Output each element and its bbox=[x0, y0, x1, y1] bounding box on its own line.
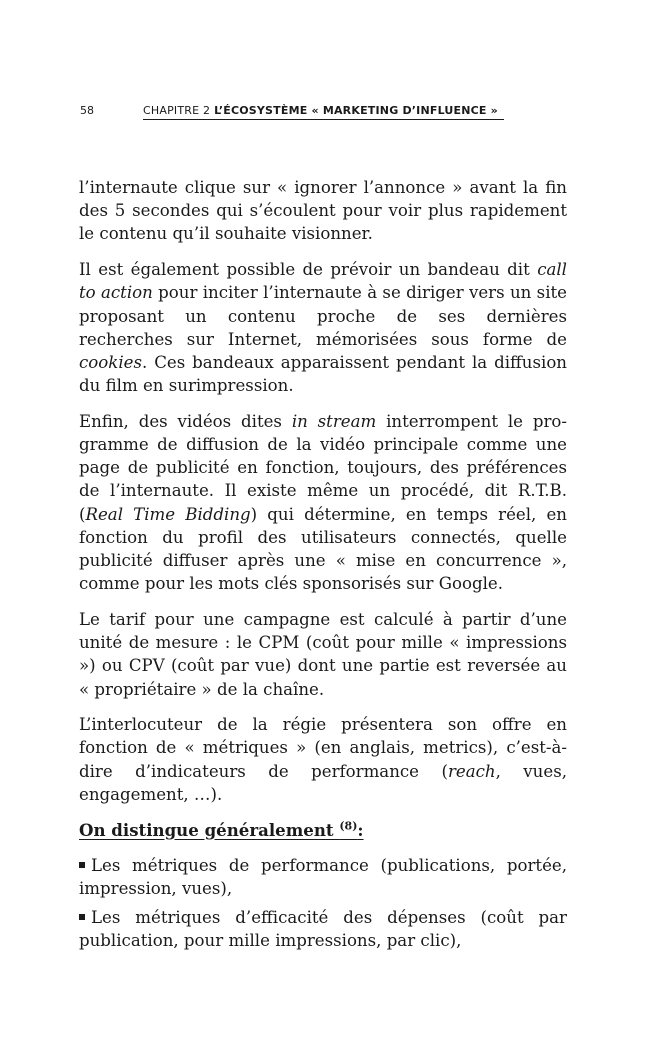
list-item bbox=[79, 854, 567, 900]
paragraph-5-italic-reach: reach bbox=[447, 761, 496, 781]
paragraph-3-italic-in-stream: in stream bbox=[291, 411, 377, 431]
paragraph-2-text-a: Il est également possible de prévoir un bandeau dit bbox=[79, 260, 538, 280]
list-item-text: Les métriques d’efficacité des dépenses (coût par publication, pour mille impressions, par clic), bbox=[79, 907, 567, 950]
paragraph-5 bbox=[79, 713, 567, 806]
paragraph-1: l’internaute clique sur « ignorer l’annonce » avant la fin des 5 secondes qui s’écoulent pour voir plus rapidement le contenu qu’il souhaite visionner. bbox=[79, 178, 567, 244]
metrics-list bbox=[79, 854, 567, 952]
section-heading-colon: : bbox=[357, 819, 364, 840]
square-bullet-icon bbox=[79, 914, 85, 920]
paragraph-3-text-a: Enfin, des vidéos dites bbox=[79, 411, 292, 431]
list-item bbox=[79, 906, 567, 952]
list-item-text: Les métriques de performance (publications, portée, impression, vues), bbox=[79, 856, 567, 899]
paragraph-5-text-b: , vues, engagement, …). bbox=[79, 761, 567, 804]
paragraph-5-text-a: L’interlocuteur de la régie présentera son offre en fonction de « métriques » (en anglais, metrics), c’est-à-dire d’indicateurs de performance ( bbox=[79, 715, 567, 781]
paragraph-2-text-b: pour inciter l’internaute à se diriger vers un site proposant un contenu proche de ses dernières recherches sur Internet, mémorisées sous forme de bbox=[79, 283, 567, 349]
footnote-reference[interactable]: (8) bbox=[339, 819, 358, 833]
paragraph-2-italic-cookies: cookies bbox=[79, 352, 142, 372]
paragraph-3-italic-rtb: Real Time Bidding bbox=[85, 504, 251, 524]
paragraph-4: Le tarif pour une campagne est calculé à partir d’une unité de mesure : le CPM (coût pour mille « impressions ») ou CPV (coût par vue) dont une partie est reversée au « propriétaire » de la chaîne. bbox=[79, 609, 567, 699]
chapter-title: L’ÉCOSYSTÈME « MARKETING D’INFLUENCE » bbox=[214, 104, 498, 117]
paragraph-3-text-c: ) qui détermine, en temps réel, en fonction du profil des utilisateurs connectés, quelle publicité diffuser après une « mise en concurrence », comme pour les mots clés sponsorisés sur Google. bbox=[79, 504, 567, 594]
body-text bbox=[79, 176, 567, 957]
paragraph-2 bbox=[79, 258, 567, 397]
section-heading bbox=[79, 819, 567, 842]
page-number: 58 bbox=[80, 104, 94, 117]
chapter-header bbox=[143, 104, 504, 120]
square-bullet-icon bbox=[79, 862, 85, 868]
paragraph-3 bbox=[79, 410, 567, 596]
chapter-label: CHAPITRE 2 bbox=[143, 104, 211, 117]
paragraph-3-text-b: interrompent le programme de diffusion de la vidéo principale comme une page de publicité en fonction, toujours, des préférences de l’internaute. Il existe même un procédé, dit R.T.B. ( bbox=[79, 411, 567, 524]
paragraph-2-italic-call-to-action: call to action bbox=[79, 260, 567, 303]
section-heading-text: On distingue généralement bbox=[79, 819, 340, 840]
running-header bbox=[80, 104, 504, 120]
paragraph-2-text-c: . Ces bandeaux apparaissent pendant la diffusion du film en surimpression. bbox=[79, 352, 567, 396]
